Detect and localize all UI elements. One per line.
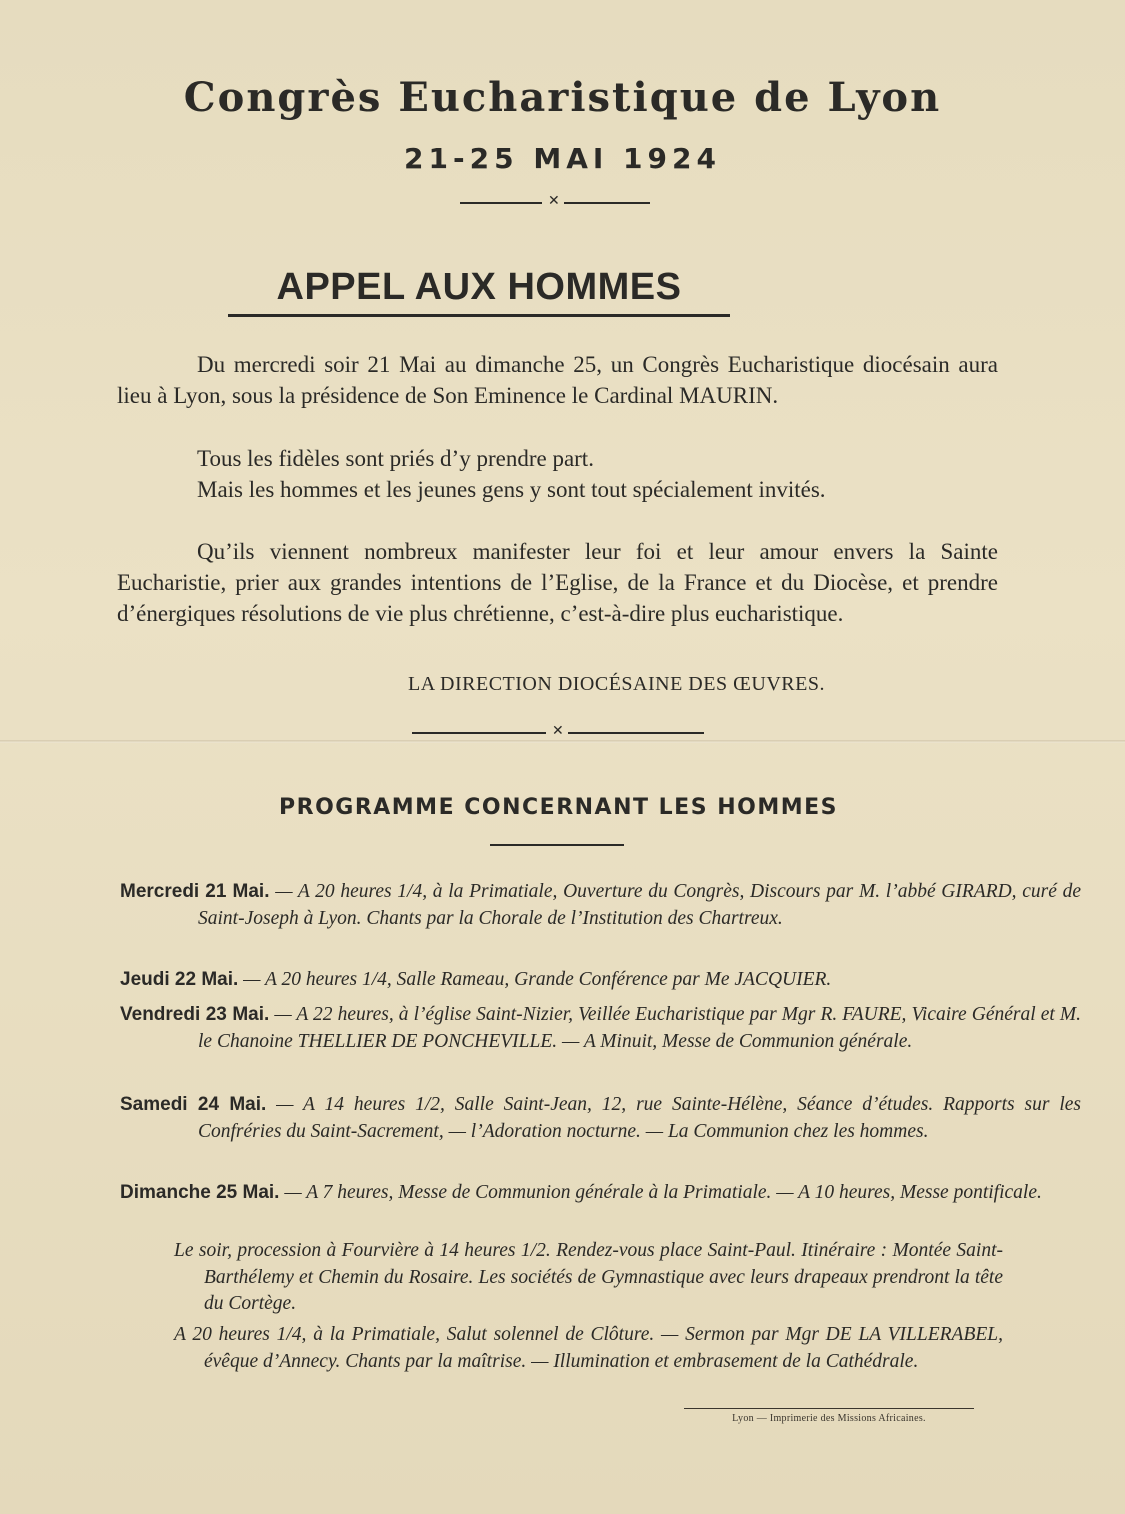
entry-day: Vendredi 23 Mai. [120,1004,270,1025]
sunday-detail-text: A 20 heures 1/4, à la Primatiale, Salut solennel de Clôture. — Sermon par Mgr DE LA VILLERABEL, évêque d’Annecy. Chants par la maîtrise. — Illumination et embrasement de la Cathédrale. [174,1324,1003,1372]
sunday-detail-text: Le soir, procession à Fourvière à 14 heures 1/2. Rendez-vous place Saint-Paul. Itinéraire : Montée Saint-Barthélemy et Chemin du Rosaire. Les sociétés de Gymnastique avec leurs drapeaux prendront la tête du Cortège. [174,1240,1003,1314]
programme-entry [120,879,1081,932]
entry-text: — A 7 heures, Messe de Communion générale à la Primatiale. — A 10 heures, Messe pontificale. [279,1182,1042,1203]
entry-day: Jeudi 22 Mai. [120,969,239,990]
appeal-heading-underline [228,314,730,317]
appeal-heading: APPEL AUX HOMMES [276,266,682,308]
top-ornament-divider: ✕ [460,196,650,210]
footer-rule [684,1408,974,1409]
poster-title: Congrès Eucharistique de Lyon [183,74,942,121]
entry-day: Dimanche 25 Mai. [120,1182,280,1203]
entry-day: Mercredi 21 Mai. [120,881,270,902]
event-dates: 21-25 MAI 1924 [404,142,721,175]
programme-entry [120,967,1081,994]
appeal-paragraph: Tous les fidèles sont priés d’y prendre part. [197,446,594,471]
sunday-detail [174,1238,1003,1318]
entry-text: — A 20 heures 1/4, à la Primatiale, Ouverture du Congrès, Discours par M. l’abbé GIRARD, curé de Saint-Joseph à Lyon. Chants par la Chorale de l’Institution des Chartreux. [198,881,1082,929]
entry-text: — A 14 heures 1/2, Salle Saint-Jean, 12, rue Sainte-Hélène, Séance d’études. Rapports sur les Confréries du Saint-Sacrement, — l’Adoration nocturne. — La Communion chez les hommes. [198,1094,1082,1142]
entry-day: Samedi 24 Mai. [120,1094,267,1115]
programme-title-rule [490,844,624,846]
programme-entry [120,1180,1081,1207]
programme-title: PROGRAMME CONCERNANT LES HOMMES [279,795,838,820]
middle-ornament-divider: ✕ [412,726,704,740]
appeal-paragraph: Qu’ils viennent nombreux manifester leur foi et leur amour envers la Sainte Eucharistie, prier aux grandes intentions de l’Eglise, de la France et du Diocèse, et prendre d’énergiques résolutions de vie plus chrétienne, c’est-à-dire plus eucharistique. [117,539,998,626]
appeal-paragraph: Du mercredi soir 21 Mai au dimanche 25, un Congrès Eucharistique diocésain aura lieu à Lyon, sous la présidence de Son Eminence le Cardinal MAURIN. [117,352,998,408]
entry-text: — A 20 heures 1/4, Salle Rameau, Grande Conférence par Me JACQUIER. [238,969,832,990]
programme-entry [120,1092,1081,1145]
sunday-detail [174,1322,1003,1375]
programme-entry [120,1002,1081,1055]
printer-imprint: Lyon — Imprimerie des Missions Africaines. [732,1413,926,1424]
entry-text: — A 22 heures, à l’église Saint-Nizier, Veillée Eucharistique par Mgr R. FAURE, Vicaire Général et M. le Chanoine THELLIER DE PONCHEVILLE. — A Minuit, Messe de Communion générale. [198,1004,1081,1052]
paper-fold [0,740,1125,743]
appeal-signature: LA DIRECTION DIOCÉSAINE DES ŒUVRES. [408,673,825,695]
appeal-paragraph: Mais les hommes et les jeunes gens y sont tout spécialement invités. [197,477,826,502]
